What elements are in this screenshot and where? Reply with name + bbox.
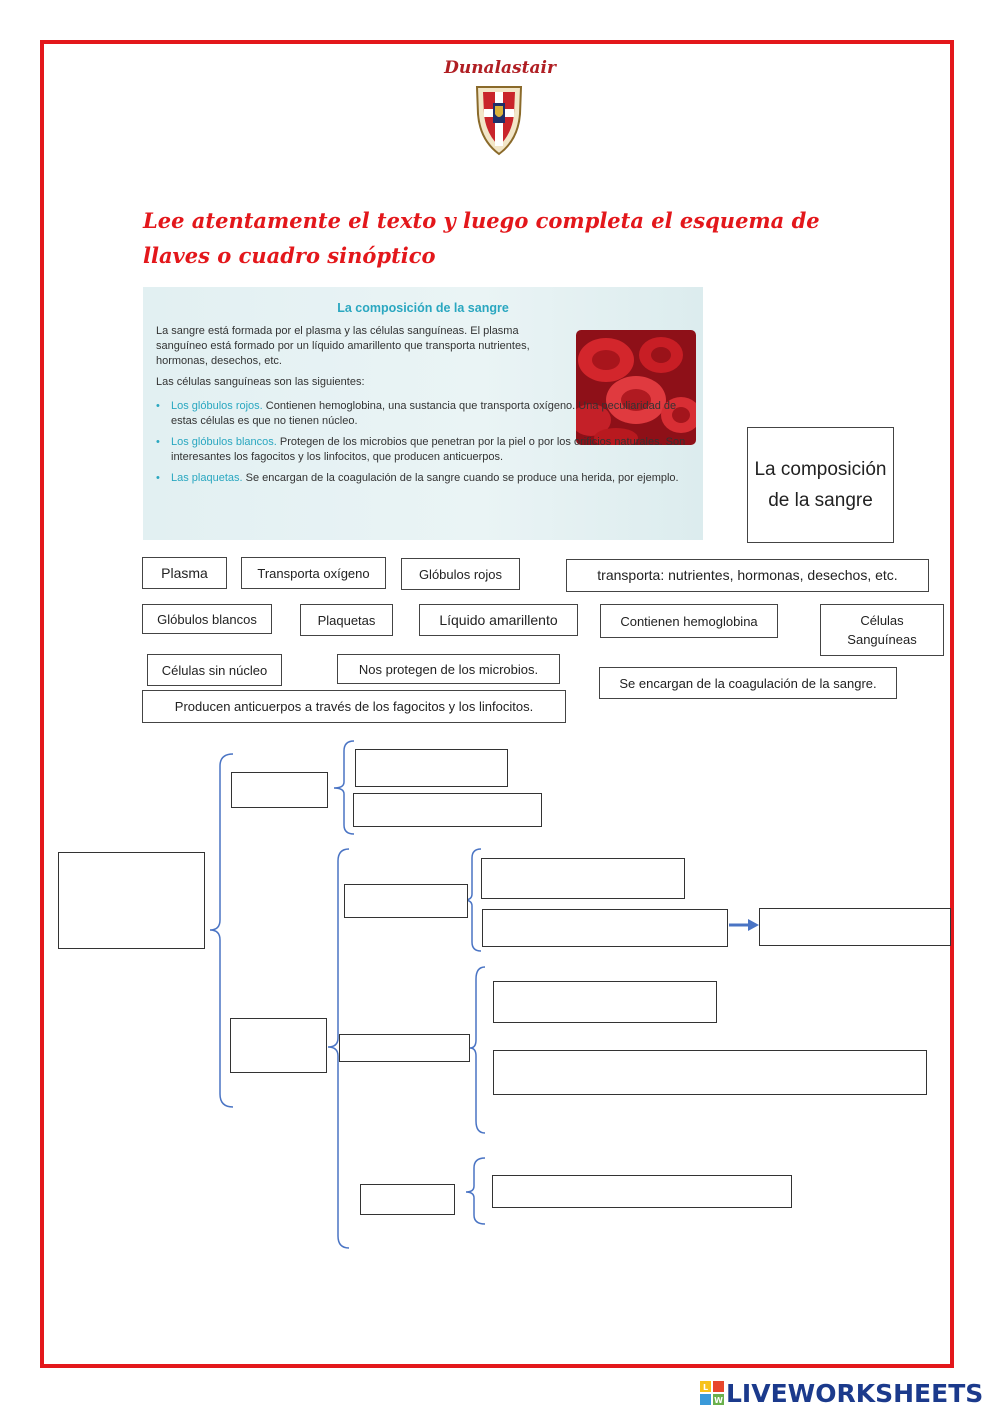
drop-box-blancos-1[interactable]: [493, 981, 717, 1023]
drop-box-celulas[interactable]: [230, 1018, 327, 1073]
word-card-liquido-amarillento[interactable]: Líquido amarillento: [419, 604, 578, 636]
brace-plasma: [334, 741, 354, 834]
drop-box-rojos-3[interactable]: [759, 908, 951, 946]
drop-box-blancos-2[interactable]: [493, 1050, 927, 1095]
word-card-plasma[interactable]: Plasma: [142, 557, 227, 589]
word-card-transporta-oxigeno[interactable]: Transporta oxígeno: [241, 557, 386, 589]
reading-paragraph: Las células sanguíneas son las siguientes:: [156, 376, 365, 388]
word-card-transporta-nutrientes[interactable]: transporta: nutrientes, hormonas, desechos, etc.: [566, 559, 929, 592]
drop-box-plaquetas[interactable]: [360, 1184, 455, 1215]
drop-box-rojos-2[interactable]: [482, 909, 728, 947]
drop-box-rojos[interactable]: [344, 884, 468, 918]
word-card-globulos-blancos[interactable]: Glóbulos blancos: [142, 604, 272, 634]
instructions-title: Lee atentamente el texto y luego completa el esquema de llaves o cuadro sinóptico: [143, 208, 820, 268]
word-card-celulas-sanguineas[interactable]: Células Sanguíneas: [820, 604, 944, 656]
bullet-icon: •: [156, 472, 160, 484]
word-card-plaquetas[interactable]: Plaquetas: [300, 604, 393, 636]
word-card-anticuerpos[interactable]: Producen anticuerpos a través de los fagocitos y los linfocitos.: [142, 690, 566, 723]
word-card-nos-protegen[interactable]: Nos protegen de los microbios.: [337, 654, 560, 684]
bullet-icon: •: [156, 436, 160, 448]
bullet-icon: •: [156, 400, 160, 412]
school-name: Dunalastair: [444, 58, 556, 78]
reading-paragraph: La sangre está formada por el plasma y las células sanguíneas. El plasma sanguíneo está formado por un líquido amarillento que transporta nutrientes, hormonas, desechos, etc.: [156, 325, 530, 367]
word-card-coagulacion[interactable]: Se encargan de la coagulación de la sangre.: [599, 667, 897, 699]
svg-text:L: L: [702, 1383, 709, 1392]
drop-box-root[interactable]: [58, 852, 205, 949]
drop-box-plasma-2[interactable]: [353, 793, 542, 827]
svg-text:W: W: [714, 1396, 723, 1405]
drop-box-blancos[interactable]: [339, 1034, 470, 1062]
word-card-contienen-hemoglobina[interactable]: Contienen hemoglobina: [600, 604, 778, 638]
footer-brand-text: LIVEWORKSHEETS: [726, 1378, 984, 1408]
liveworksheets-logo-icon: [700, 1381, 724, 1405]
word-card-globulos-rojos[interactable]: Glóbulos rojos: [401, 558, 520, 590]
drop-box-plaquetas-1[interactable]: [492, 1175, 792, 1208]
topic-card: La composición de la sangre: [747, 427, 894, 543]
word-card-celulas-sin-nucleo[interactable]: Células sin núcleo: [147, 654, 282, 686]
arrow-icon: [729, 919, 759, 931]
brace-plaquetas: [466, 1158, 485, 1224]
brace-blancos: [470, 967, 485, 1133]
footer-brand: [700, 1378, 1000, 1408]
reading-title: La composición de la sangre: [337, 301, 509, 315]
drop-box-plasma[interactable]: [231, 772, 328, 808]
drop-box-plasma-1[interactable]: [355, 749, 508, 787]
list-item: • Los glóbulos blancos. Protegen de los microbios que penetran por la piel o por los orificios naturales. Son interesantes los fagocitos y los linfocitos, que producen anticuerpos.: [156, 436, 686, 463]
drop-box-rojos-1[interactable]: [481, 858, 685, 899]
list-item: • Los glóbulos rojos. Contienen hemoglobina, una sustancia que transporta oxígeno. Una peculiaridad de estas células es que no tienen núcleo.: [156, 400, 677, 427]
list-item: • Las plaquetas. Se encargan de la coagulación de la sangre cuando se produce una herida, por ejemplo.: [156, 472, 679, 484]
